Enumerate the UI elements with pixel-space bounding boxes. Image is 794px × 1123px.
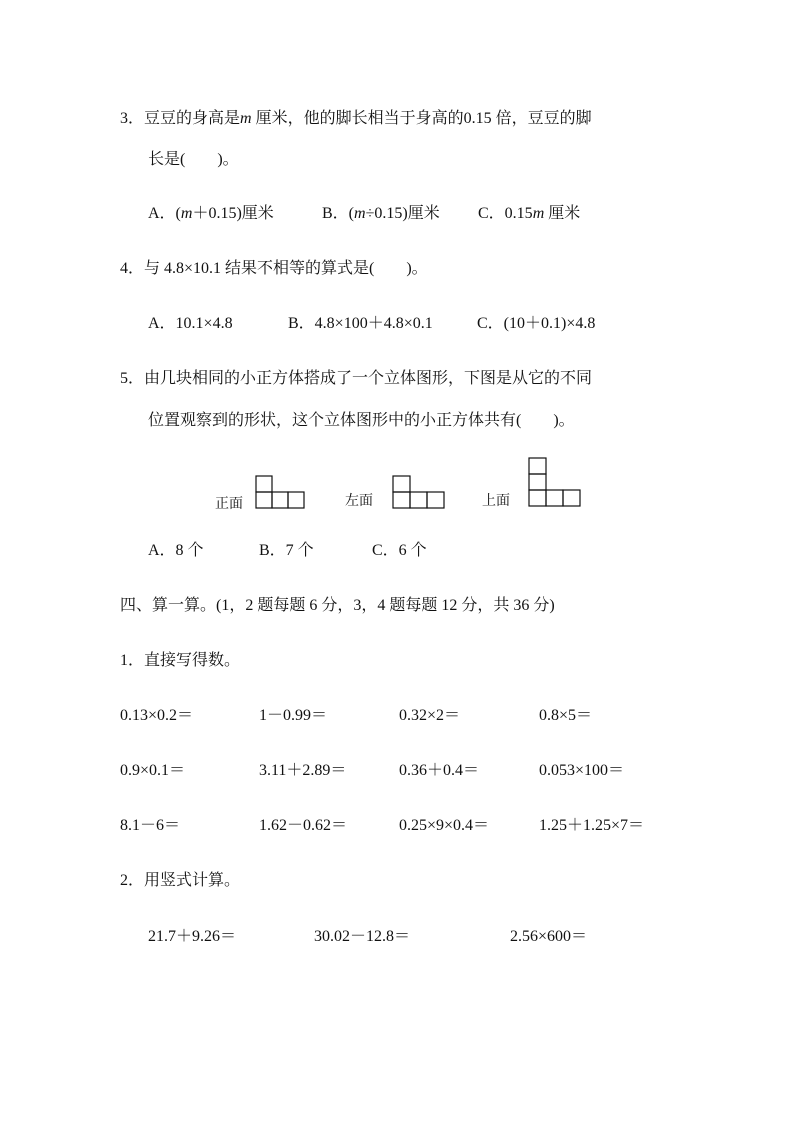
variable-m: m — [240, 110, 252, 127]
q4-option-a: A．10.1×4.8 — [148, 315, 233, 332]
left-view-cell — [393, 492, 410, 508]
mental-math-item: 1.62－0.62＝ — [259, 817, 348, 834]
q4-stem: 4．与 4.8×10.1 结果不相等的算式是( )。 — [120, 260, 428, 277]
mental-math-item: 1.25＋1.25×7＝ — [539, 817, 645, 834]
q5-stem-line2: 位置观察到的形状，这个立体图形中的小正方体共有( )。 — [148, 412, 575, 429]
mental-math-item: 0.13×0.2＝ — [120, 707, 194, 724]
mental-math-item: 1－0.99＝ — [259, 707, 328, 724]
left-view-figure — [393, 476, 445, 510]
top-view-cell — [529, 458, 546, 474]
q5-stem-line1: 5．由几块相同的小正方体搭成了一个立体图形，下图是从它的不同 — [120, 370, 593, 387]
mental-math-item: 0.25×9×0.4＝ — [399, 817, 490, 834]
mental-math-item: 3.11＋2.89＝ — [259, 762, 347, 779]
left-view-cell — [410, 492, 427, 508]
mental-math-item: 0.8×5＝ — [539, 707, 593, 724]
part-1-title: 1．直接写得数。 — [120, 652, 241, 669]
vertical-calc-item: 2.56×600＝ — [510, 928, 588, 945]
front-view-cell — [288, 492, 304, 508]
top-view-cell — [563, 490, 580, 506]
q5-option-b: B．7 个 — [259, 542, 314, 559]
q4-option-b: B．4.8×100＋4.8×0.1 — [288, 315, 433, 332]
left-view-cell — [427, 492, 444, 508]
vertical-calc-item: 30.02－12.8＝ — [314, 928, 411, 945]
vertical-calc-item: 21.7＋9.26＝ — [148, 928, 237, 945]
mental-math-item: 0.36＋0.4＝ — [399, 762, 480, 779]
left-view-label: 左面 — [345, 494, 373, 509]
front-view-cell — [272, 492, 288, 508]
mental-math-item: 0.053×100＝ — [539, 762, 625, 779]
q5-option-a: A．8 个 — [148, 542, 204, 559]
left-view-cell — [393, 476, 410, 492]
top-view-label: 上面 — [482, 494, 510, 509]
top-view-cell — [529, 474, 546, 490]
top-view-cell — [546, 490, 563, 506]
front-view-cell — [256, 476, 272, 492]
front-view-label: 正面 — [215, 497, 243, 512]
part-2-title: 2．用竖式计算。 — [120, 872, 241, 889]
mental-math-item: 0.32×2＝ — [399, 707, 461, 724]
q3-option-c: C．0.15m 厘米 — [478, 205, 581, 222]
front-view-cell — [256, 492, 272, 508]
mental-math-item: 0.9×0.1＝ — [120, 762, 186, 779]
mental-math-item: 8.1－6＝ — [120, 817, 181, 834]
q4-option-c: C．(10＋0.1)×4.8 — [477, 315, 596, 332]
q3-option-b: B．(m÷0.15)厘米 — [322, 205, 440, 222]
top-view-figure — [529, 458, 581, 508]
top-view-cell — [529, 490, 546, 506]
front-view-figure — [256, 476, 306, 510]
section-4-heading: 四、算一算。(1，2 题每题 6 分，3，4 题每题 12 分，共 36 分) — [120, 597, 555, 614]
q5-option-c: C．6 个 — [372, 542, 427, 559]
q3-stem-line2: 长是( )。 — [148, 151, 239, 168]
q3-option-a: A．(m＋0.15)厘米 — [148, 205, 274, 222]
q3-stem-line1: 3．豆豆的身高是m 厘米，他的脚长相当于身高的0.15 倍，豆豆的脚 — [120, 110, 592, 127]
